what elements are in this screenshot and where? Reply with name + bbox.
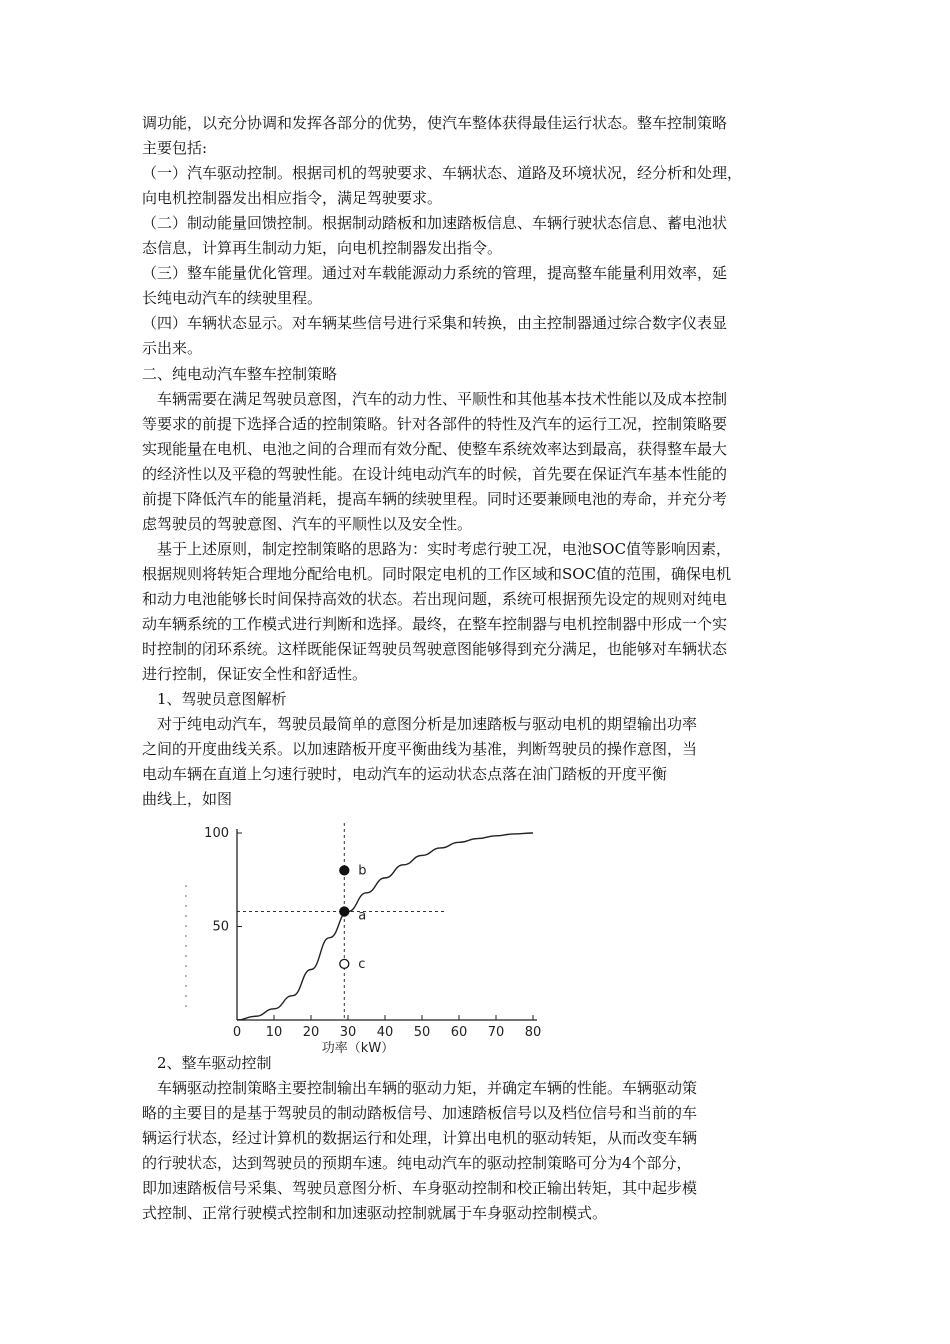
- x-tick-label: 70: [487, 1025, 505, 1040]
- text-line: （三）整车能量优化管理。通过对车载能源动力系统的管理，提高整车能量利用效率，延: [142, 264, 728, 283]
- text-line: 式控制、正常行驶模式控制和加速驱动控制就属于车身驱动控制模式。: [142, 1204, 608, 1223]
- text-line: 长纯电动汽车的续驶里程。: [142, 289, 323, 308]
- text-line: 进行控制，保证安全性和舒适性。: [142, 665, 368, 684]
- point-a: [340, 907, 349, 916]
- power-curve-figure: [180, 815, 560, 1055]
- text-line: 1、驾驶员意图解析: [142, 690, 287, 709]
- point-c: [340, 959, 349, 968]
- text-line: 示出来。: [142, 339, 203, 358]
- y-tick-label: 50: [212, 919, 229, 935]
- text-line: 二、纯电动汽车整车控制策略: [142, 364, 338, 383]
- x-tick-label: 60: [450, 1025, 468, 1040]
- text-line: 和动力电池能够长时间保持高效的状态。若出现问题，系统可根据预先设定的规则对纯电: [142, 589, 728, 608]
- text-line: （二）制动能量回馈控制。根据制动踏板和加速踏板信息、车辆行驶状态信息、蓄电池状: [142, 214, 728, 233]
- text-line: 对于纯电动汽车，驾驶员最简单的意图分析是加速踏板与驱动电机的期望输出功率: [142, 715, 698, 734]
- x-tick-label: 30: [339, 1025, 357, 1040]
- y-tick-label: 100: [204, 826, 229, 841]
- text-line: 辆运行状态，经过计算机的数据运行和处理，计算出电机的驱动转矩，从而改变车辆: [142, 1129, 698, 1148]
- x-tick-label: 20: [302, 1025, 320, 1040]
- text-line: 2、整车驱动控制: [142, 1054, 272, 1072]
- x-tick-label: 0: [232, 1025, 242, 1040]
- text-line: 根据规则将转矩合理地分配给电机。同时限定电机的工作区域和SOC值的范围，确保电机: [142, 564, 732, 583]
- text-line: 的行驶状态，达到驾驶员的预期车速。纯电动汽车的驱动控制策略可分为4个部分，: [142, 1154, 692, 1173]
- text-line: 主要包括:: [142, 139, 208, 158]
- text-line: 等要求的前提下选择合适的控制策略。针对各部件的特性及汽车的运行工况，控制策略要: [142, 414, 728, 433]
- point-label-a: a: [358, 908, 367, 924]
- text-line: 曲线上，如图: [142, 790, 233, 809]
- text-line: 态信息，计算再生制动力矩，向电机控制器发出指令。: [142, 239, 503, 258]
- text-line: 向电机控制器发出相应指令，满足驾驶要求。: [142, 189, 443, 208]
- text-line: 车辆需要在满足驾驶员意图，汽车的动力性、平顺性和其他基本技术性能以及成本控制: [142, 389, 728, 408]
- x-tick-label: 80: [524, 1025, 542, 1040]
- text-line: 虑驾驶员的驾驶意图、汽车的平顺性以及安全性。: [142, 514, 473, 533]
- text-line: 略的主要目的是基于驾驶员的制动踏板信号、加速踏板信号以及档位信号和当前的车: [142, 1104, 698, 1123]
- text-line: （四）车辆状态显示。对车辆某些信号进行采集和转换，由主控制器通过综合数字仪表显: [142, 314, 728, 333]
- x-tick-label: 10: [265, 1025, 283, 1040]
- point-b: [340, 866, 349, 875]
- text-line: 之间的开度曲线关系。以加速踏板开度平衡曲线为基准，判断驾驶员的操作意图，当: [142, 740, 698, 759]
- text-line: 的经济性以及平稳的驾驶性能。在设计纯电动汽车的时候，首先要在保证汽车基本性能的: [142, 464, 728, 483]
- x-tick-label: 40: [376, 1025, 394, 1040]
- text-line: 时控制的闭环系统。这样既能保证驾驶员驾驶意图能够得到充分满足，也能够对车辆状态: [142, 640, 728, 659]
- text-line: （一）汽车驱动控制。根据司机的驾驶要求、车辆状态、道路及环境状况，经分析和处理，: [142, 164, 743, 183]
- text-line: 调功能，以充分协调和发挥各部分的优势，使汽车整体获得最佳运行状态。整车控制策略: [142, 114, 728, 132]
- x-axis-label: 功率（kW）: [321, 1041, 395, 1055]
- text-line: 动车辆系统的工作模式进行判断和选择。最终，在整车控制器与电机控制器中形成一个实: [142, 615, 728, 633]
- pedal-balance-curve: [237, 833, 533, 1020]
- text-line: 实现能量在电机、电池之间的合理而有效分配、使整车系统效率达到最高，获得整车最大: [142, 439, 728, 458]
- point-label-b: b: [358, 863, 367, 879]
- power-curve-chart: [180, 815, 560, 1055]
- point-label-c: c: [358, 956, 366, 972]
- text-line: 前提下降低汽车的能量消耗，提高车辆的续驶里程。同时还要兼顾电池的寿命，并充分考: [142, 489, 728, 508]
- text-line: 车辆驱动控制策略主要控制输出车辆的驱动力矩，并确定车辆的性能。车辆驱动策: [142, 1079, 698, 1098]
- text-line: 电动车辆在直道上匀速行驶时，电动汽车的运动状态点落在油门踏板的开度平衡: [142, 765, 668, 784]
- text-line: 即加速踏板信号采集、驾驶员意图分析、车身驱动控制和校正输出转矩，其中起步模: [142, 1179, 698, 1198]
- x-tick-label: 50: [413, 1025, 431, 1040]
- text-line: 基于上述原则，制定控制策略的思路为：实时考虑行驶工况，电池SOC值等影响因素，: [142, 539, 732, 558]
